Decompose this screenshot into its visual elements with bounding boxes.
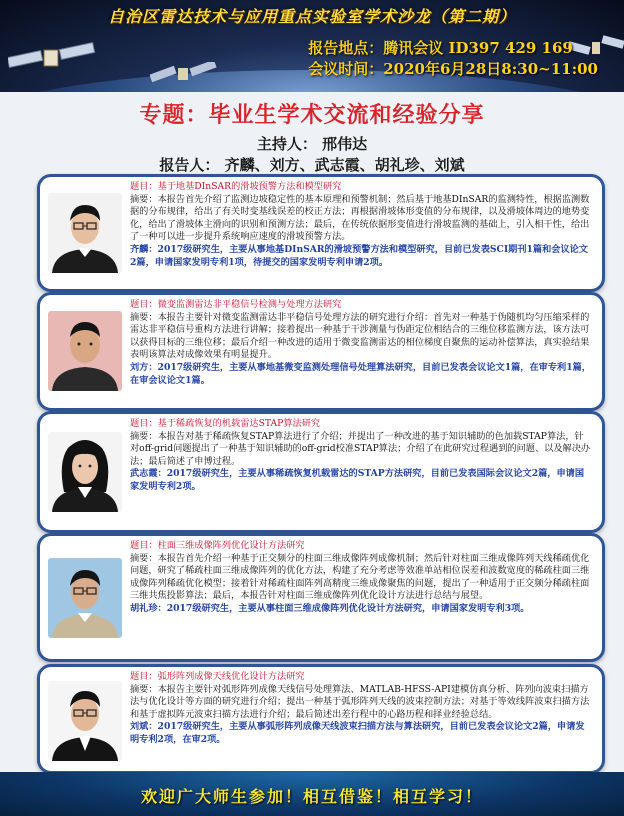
talk-text <box>130 299 592 387</box>
talk-title: 柱面三维成像阵列优化设计方法研究 <box>157 540 305 551</box>
title-label: 题目： <box>130 181 158 192</box>
reporters-line: 报告人： 齐麟、刘方、武志霞、胡礼珍、刘斌 <box>159 156 465 174</box>
talk-text <box>130 181 592 269</box>
talk-title: 弧形阵列成像天线优化设计方法研究 <box>157 671 305 682</box>
talk-title: 基于稀疏恢复的机载雷达STAP算法研究 <box>157 418 321 429</box>
abstract-label: 摘要： <box>130 552 158 564</box>
speaker-photo <box>48 681 122 761</box>
talk-abstract: 本报告主要针对弧形阵列成像天线信号处理算法、MATLAB-HFSS-API建模仿真分析、阵列向波束扫描方法与优化设计等方面的研究进行介绍；提出一种基于弧形阵列天线的波束控制方法；对基于等效线阵波束扫描方法和基于虚拟阵元波束扫描方法进行介绍；最后简述出差行程中的心路历程和择业经验总结。 <box>130 683 590 720</box>
talk-text <box>130 418 592 494</box>
talk-title: 微变监测雷达非平稳信号检测与处理方法研究 <box>157 299 342 310</box>
talk-title: 基于地基DInSAR的滑坡预警方法和模型研究 <box>157 181 342 192</box>
meeting-info <box>308 38 598 80</box>
title-label: 题目： <box>130 671 158 682</box>
talk-abstract: 本报告首先介绍一种基于正交频分的柱面三维成像阵列成像机制；然后针对柱面三维成像阵列天线稀疏优化问题，研究了稀疏柱面三维成像阵列的优化方法，构建了充分考虑等效准单站相位误差和波数宽度的稀疏柱面三维成像阵列稀疏优化模型；接着针对稀疏柱面阵列高精度三维成像聚焦的问题，提出了一种适用于正交频分稀疏柱面三维共焦投影算法；最后，本报告针对柱面三维成像阵列优化设计方法进行总结与展望。 <box>130 552 590 602</box>
speaker-photo <box>48 193 122 273</box>
title-label: 题目： <box>130 418 158 429</box>
abstract-label: 摘要： <box>130 311 158 323</box>
talk-card <box>37 664 605 774</box>
abstract-label: 摘要： <box>130 193 158 205</box>
abstract-label: 摘要： <box>130 430 158 442</box>
event-title: 自治区雷达技术与应用重点实验室学术沙龙（第二期） <box>107 7 516 26</box>
footer-slogan: 欢迎广大师生参加！相互借鉴！相互学习！ <box>140 787 483 806</box>
title-label: 题目： <box>130 299 158 310</box>
speaker-bio: 刘斌：2017级研究生，主要从事弧形阵列成像天线波束扫描方法与算法研究，目前已发表会议论文2篇，申请发明专利2项，在审2项。 <box>130 721 585 745</box>
venue-label: 报告地点： <box>308 39 384 57</box>
host-line: 主持人： 邢伟达 <box>256 135 368 153</box>
talk-abstract: 本报告对基于稀疏恢复STAP算法进行了介绍；并提出了一种改进的基于知识辅助的色加载STAP算法，针对off-grid问题提出了一种基于知识辅助的off-grid校准STAP算法；介绍了在此研究过程遇到的问题、以及解决办法；最后简述了申博过程。 <box>130 430 591 467</box>
speaker-photo <box>48 432 122 512</box>
talk-card <box>37 174 605 292</box>
talk-abstract: 本报告主要针对微变监测雷达非平稳信号处理方法的研究进行介绍：首先对一种基于伪随机均匀压缩采样的雷达非平稳信号重构方法进行讲解；接着提出一种基于干涉测量与伪距定位相结合的三维位移监测方法，该方法可以获得目标的三维位移；最后介绍一种改进的适用于微变监测雷达的相位梯度自聚焦的运动补偿算法，真实验结果表明该算法对成像效果有明显提升。 <box>130 311 590 361</box>
time-label: 会议时间： <box>308 60 384 78</box>
title-label: 题目： <box>130 540 158 551</box>
talk-card <box>37 533 605 662</box>
speaker-bio: 刘方：2017级研究生，主要从事地基微变监测处理信号处理算法研究，目前已发表会议论文1篇，在审专利1篇，在审会议论文1篇。 <box>130 361 591 386</box>
speaker-photo <box>48 311 122 391</box>
speaker-bio: 胡礼珍：2017级研究生，主要从事柱面三维成像阵列优化设计方法研究，申请国家发明专利3项。 <box>130 602 530 614</box>
topic-heading: 专题：毕业生学术交流和经验分享 <box>139 103 485 128</box>
talk-card <box>37 411 605 533</box>
footer-banner <box>0 772 624 816</box>
talk-text <box>130 671 592 747</box>
venue-value: 腾讯会议 ID397 429 169 <box>383 39 573 57</box>
time-value: 2020年6月28日8:30~11:00 <box>383 60 598 78</box>
header-banner <box>0 0 624 92</box>
talk-abstract: 本报告首先介绍了监测边坡稳定性的基本原理和预警机制；然后基于地基DInSAR的监测特性，根据监测数据的分布规律，给出了有关时变基线误差的校正方法；再根据滑坡体形变值的分布规律，以及滑坡体周边的地势变化，给出了滑坡体主滑向的识别和预测方法；最后，在传统依据形变值进行滑坡监测的基础上，引入相干性，给出了一种可以进一步提升系统响应速度的滑坡预警方法。 <box>130 193 590 243</box>
speaker-bio: 武志霞：2017级研究生，主要从事稀疏恢复机载雷达的STAP方法研究，目前已发表国际会议论文2篇，申请国家发明专利2项。 <box>130 468 585 492</box>
talk-text <box>130 540 592 616</box>
speaker-photo <box>48 558 122 638</box>
talk-card <box>37 292 605 411</box>
abstract-label: 摘要： <box>130 683 158 695</box>
satellite-icon <box>8 40 98 80</box>
speaker-bio: 齐麟：2017级研究生，主要从事地基DInSAR的滑坡预警方法和模型研究，目前已发表SCI期刊1篇和会议论文2篇，申请国家发明专利1项，待提交的国家发明专利申请2项。 <box>130 243 589 268</box>
satellite-icon <box>150 62 220 88</box>
